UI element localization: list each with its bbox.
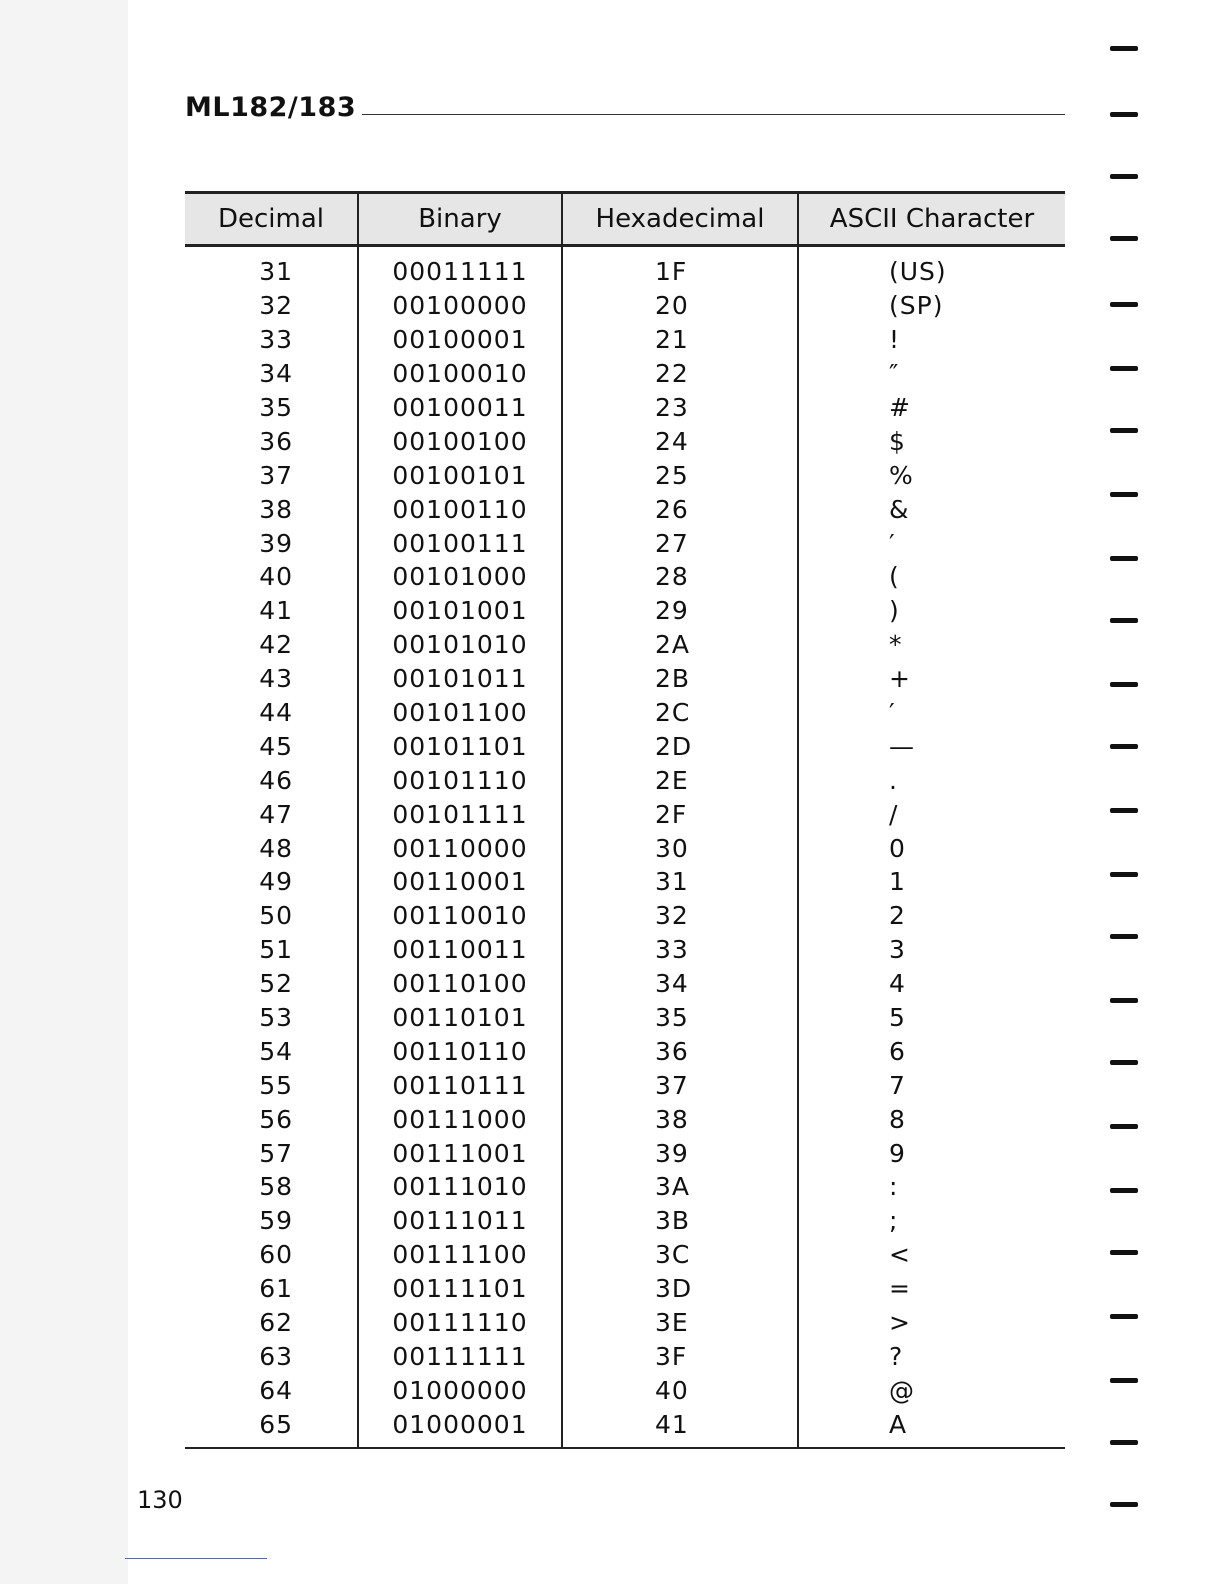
table-row [185, 323, 1065, 357]
cell-hexadecimal: 40 [562, 1373, 798, 1407]
cell-binary: 00111011 [358, 1204, 562, 1238]
cell-decimal: 46 [259, 765, 293, 795]
cell-hexadecimal: 28 [562, 560, 798, 594]
cell-decimal: 54 [259, 1036, 293, 1066]
table-row [185, 1170, 1065, 1204]
cell-decimal: 60 [259, 1240, 293, 1270]
cell-binary: 00110100 [358, 967, 562, 1001]
cell-binary: 00101010 [358, 628, 562, 662]
cell-hexadecimal: 31 [562, 865, 798, 899]
table-row [185, 628, 1065, 662]
cell-hexadecimal: 26 [562, 492, 798, 526]
edge-mark [1110, 998, 1138, 1003]
edge-mark [1110, 236, 1138, 241]
table-row [185, 560, 1065, 594]
cell-hexadecimal: 3F [562, 1340, 798, 1374]
table-row [185, 1238, 1065, 1272]
cell-binary: 00100010 [358, 357, 562, 391]
edge-mark [1110, 428, 1138, 433]
cell-decimal: 39 [259, 528, 293, 558]
cell-binary: 00100111 [358, 526, 562, 560]
table-row [185, 1001, 1065, 1035]
cell-ascii-character: . [798, 763, 1065, 797]
cell-ascii-character: ( [798, 560, 1065, 594]
cell-hexadecimal: 36 [562, 1034, 798, 1068]
cell-hexadecimal: 2E [562, 763, 798, 797]
cell-hexadecimal: 33 [562, 933, 798, 967]
edge-mark [1110, 934, 1138, 939]
cell-ascii-character: ; [798, 1204, 1065, 1238]
cell-decimal: 49 [259, 867, 293, 897]
cell-hexadecimal: 34 [562, 967, 798, 1001]
cell-binary: 00110111 [358, 1068, 562, 1102]
cell-decimal: 61 [259, 1274, 293, 1304]
edge-mark [1110, 618, 1138, 623]
cell-decimal: 42 [259, 630, 293, 660]
cell-ascii-character: % [798, 458, 1065, 492]
cell-hexadecimal: 20 [562, 289, 798, 323]
table-row [185, 797, 1065, 831]
page-title: ML182/183 [185, 88, 362, 128]
edge-mark [1110, 46, 1138, 51]
cell-binary: 00111001 [358, 1136, 562, 1170]
table-row [185, 1407, 1065, 1448]
cell-hexadecimal: 24 [562, 424, 798, 458]
table-row [185, 831, 1065, 865]
edge-mark [1110, 744, 1138, 749]
table-row [185, 594, 1065, 628]
cell-decimal: 57 [259, 1138, 293, 1168]
cell-decimal: 41 [259, 596, 293, 626]
cell-hexadecimal: 3C [562, 1238, 798, 1272]
column-header-decimal: Decimal [185, 193, 358, 246]
cell-binary: 00100100 [358, 424, 562, 458]
cell-ascii-character: : [798, 1170, 1065, 1204]
table-row [185, 1340, 1065, 1374]
cell-binary: 00100001 [358, 323, 562, 357]
table-row [185, 391, 1065, 425]
table-row [185, 933, 1065, 967]
cell-hexadecimal: 2B [562, 662, 798, 696]
edge-mark [1110, 112, 1138, 117]
cell-binary: 00111010 [358, 1170, 562, 1204]
edge-mark [1110, 1314, 1138, 1319]
cell-decimal: 45 [259, 731, 293, 761]
cell-binary: 00110001 [358, 865, 562, 899]
table-row [185, 865, 1065, 899]
cell-decimal: 38 [259, 494, 293, 524]
cell-ascii-character: — [798, 729, 1065, 763]
cell-ascii-character: > [798, 1306, 1065, 1340]
cell-binary: 01000001 [358, 1407, 562, 1448]
cell-ascii-character: 3 [798, 933, 1065, 967]
header-rule [353, 114, 1065, 115]
cell-hexadecimal: 3E [562, 1306, 798, 1340]
edge-mark [1110, 556, 1138, 561]
ascii-table [185, 191, 1065, 1449]
cell-binary: 00100101 [358, 458, 562, 492]
cell-binary: 00111100 [358, 1238, 562, 1272]
cell-binary: 00100011 [358, 391, 562, 425]
cell-binary: 00110101 [358, 1001, 562, 1035]
cell-decimal: 48 [259, 833, 293, 863]
cell-ascii-character: ′ [798, 696, 1065, 730]
table-row [185, 729, 1065, 763]
cell-binary: 00111111 [358, 1340, 562, 1374]
cell-decimal: 51 [259, 935, 293, 965]
cell-binary: 00111000 [358, 1102, 562, 1136]
table-row [185, 1068, 1065, 1102]
cell-ascii-character: < [798, 1238, 1065, 1272]
cell-hexadecimal: 37 [562, 1068, 798, 1102]
cell-decimal: 63 [259, 1341, 293, 1371]
table-row [185, 357, 1065, 391]
cell-decimal: 62 [259, 1308, 293, 1338]
cell-ascii-character: ) [798, 594, 1065, 628]
cell-decimal: 58 [259, 1172, 293, 1202]
cell-binary: 00101000 [358, 560, 562, 594]
table-row [185, 1373, 1065, 1407]
edge-mark [1110, 302, 1138, 307]
cell-decimal: 64 [259, 1375, 293, 1405]
edge-mark [1110, 682, 1138, 687]
cell-hexadecimal: 30 [562, 831, 798, 865]
cell-binary: 00101100 [358, 696, 562, 730]
cell-ascii-character: 4 [798, 967, 1065, 1001]
table-row [185, 967, 1065, 1001]
cell-binary: 00110110 [358, 1034, 562, 1068]
edge-mark [1110, 1124, 1138, 1129]
cell-ascii-character: & [798, 492, 1065, 526]
edge-mark [1110, 1188, 1138, 1193]
cell-decimal: 50 [259, 901, 293, 931]
cell-decimal: 32 [259, 291, 293, 321]
edge-mark [1110, 872, 1138, 877]
cell-hexadecimal: 22 [562, 357, 798, 391]
edge-mark [1110, 492, 1138, 497]
cell-binary: 00110011 [358, 933, 562, 967]
cell-decimal: 65 [185, 1407, 358, 1448]
cell-decimal: 44 [259, 698, 293, 728]
table-row [185, 763, 1065, 797]
cell-hexadecimal: 27 [562, 526, 798, 560]
cell-ascii-character: 1 [798, 865, 1065, 899]
cell-hexadecimal: 2A [562, 628, 798, 662]
cell-ascii-character: + [798, 662, 1065, 696]
table-row [185, 1306, 1065, 1340]
edge-mark [1110, 808, 1138, 813]
table-row [185, 662, 1065, 696]
cell-ascii-character: / [798, 797, 1065, 831]
edge-mark [1110, 1378, 1138, 1383]
cell-decimal: 53 [259, 1003, 293, 1033]
cell-hexadecimal: 3D [562, 1272, 798, 1306]
page-number: 130 [137, 1486, 183, 1514]
cell-decimal: 34 [259, 359, 293, 389]
cell-decimal: 52 [259, 969, 293, 999]
table-row [185, 289, 1065, 323]
cell-hexadecimal: 23 [562, 391, 798, 425]
cell-ascii-character: ! [798, 323, 1065, 357]
cell-ascii-character: @ [798, 1373, 1065, 1407]
page-header [185, 88, 1065, 128]
cell-binary: 00100110 [358, 492, 562, 526]
cell-hexadecimal: 32 [562, 899, 798, 933]
cell-hexadecimal: 1F [562, 246, 798, 289]
cell-ascii-character: 5 [798, 1001, 1065, 1035]
table-row [185, 458, 1065, 492]
cell-binary: 00101111 [358, 797, 562, 831]
cell-binary: 00101110 [358, 763, 562, 797]
cell-ascii-character: 8 [798, 1102, 1065, 1136]
cell-ascii-character: $ [798, 424, 1065, 458]
table-header-row [185, 193, 1065, 246]
cell-hexadecimal: 2F [562, 797, 798, 831]
scan-left-margin [0, 0, 128, 1584]
table-row [185, 1034, 1065, 1068]
edge-mark [1110, 1440, 1138, 1445]
edge-mark [1110, 174, 1138, 179]
cell-decimal: 43 [259, 664, 293, 694]
cell-ascii-character: 0 [798, 831, 1065, 865]
column-header-hexadecimal: Hexadecimal [562, 193, 798, 246]
cell-ascii-character: # [798, 391, 1065, 425]
cell-binary: 01000000 [358, 1373, 562, 1407]
edge-mark [1110, 1250, 1138, 1255]
cell-ascii-character: ? [798, 1340, 1065, 1374]
cell-decimal: 33 [259, 325, 293, 355]
cell-decimal: 37 [259, 460, 293, 490]
cell-binary: 00111101 [358, 1272, 562, 1306]
cell-binary: 00101101 [358, 729, 562, 763]
cell-hexadecimal: 2D [562, 729, 798, 763]
cell-decimal: 56 [259, 1104, 293, 1134]
cell-hexadecimal: 3A [562, 1170, 798, 1204]
binding-edge-marks [1110, 0, 1140, 1584]
ascii-table-container [185, 191, 1065, 1449]
cell-ascii-character: 7 [798, 1068, 1065, 1102]
table-row [185, 424, 1065, 458]
table-row [185, 1136, 1065, 1170]
cell-ascii-character: (US) [798, 246, 1065, 289]
cell-binary: 00111110 [358, 1306, 562, 1340]
cell-hexadecimal: 25 [562, 458, 798, 492]
cell-decimal: 55 [259, 1070, 293, 1100]
cell-decimal: 40 [259, 562, 293, 592]
table-row [185, 526, 1065, 560]
cell-binary: 00110000 [358, 831, 562, 865]
cell-binary: 00101001 [358, 594, 562, 628]
cell-binary: 00101011 [358, 662, 562, 696]
cell-ascii-character: (SP) [798, 289, 1065, 323]
cell-ascii-character: 9 [798, 1136, 1065, 1170]
cell-ascii-character: ″ [798, 357, 1065, 391]
table-row [185, 696, 1065, 730]
table-row [185, 1102, 1065, 1136]
table-row [185, 246, 1065, 289]
cell-binary: 00011111 [358, 246, 562, 289]
bottom-rule [125, 1558, 267, 1559]
edge-mark [1110, 1060, 1138, 1065]
edge-mark [1110, 1502, 1138, 1507]
cell-decimal: 59 [259, 1206, 293, 1236]
cell-hexadecimal: 39 [562, 1136, 798, 1170]
cell-decimal: 31 [259, 257, 293, 287]
cell-ascii-character: * [798, 628, 1065, 662]
cell-hexadecimal: 29 [562, 594, 798, 628]
cell-binary: 00110010 [358, 899, 562, 933]
cell-hexadecimal: 38 [562, 1102, 798, 1136]
cell-ascii-character: 6 [798, 1034, 1065, 1068]
column-header-binary: Binary [358, 193, 562, 246]
table-row [185, 492, 1065, 526]
cell-binary: 00100000 [358, 289, 562, 323]
table-row [185, 1272, 1065, 1306]
cell-hexadecimal: 2C [562, 696, 798, 730]
cell-hexadecimal: 41 [562, 1407, 798, 1448]
cell-decimal: 47 [259, 799, 293, 829]
table-body [185, 246, 1065, 1449]
table-row [185, 899, 1065, 933]
cell-hexadecimal: 21 [562, 323, 798, 357]
cell-decimal: 35 [259, 393, 293, 422]
cell-ascii-character: = [798, 1272, 1065, 1306]
cell-ascii-character: 2 [798, 899, 1065, 933]
cell-decimal: 36 [259, 426, 293, 456]
cell-ascii-character: ′ [798, 526, 1065, 560]
table-row [185, 1204, 1065, 1238]
cell-hexadecimal: 35 [562, 1001, 798, 1035]
cell-ascii-character: A [798, 1407, 1065, 1448]
column-header-ascii: ASCII Character [798, 193, 1065, 246]
cell-hexadecimal: 3B [562, 1204, 798, 1238]
edge-mark [1110, 366, 1138, 371]
